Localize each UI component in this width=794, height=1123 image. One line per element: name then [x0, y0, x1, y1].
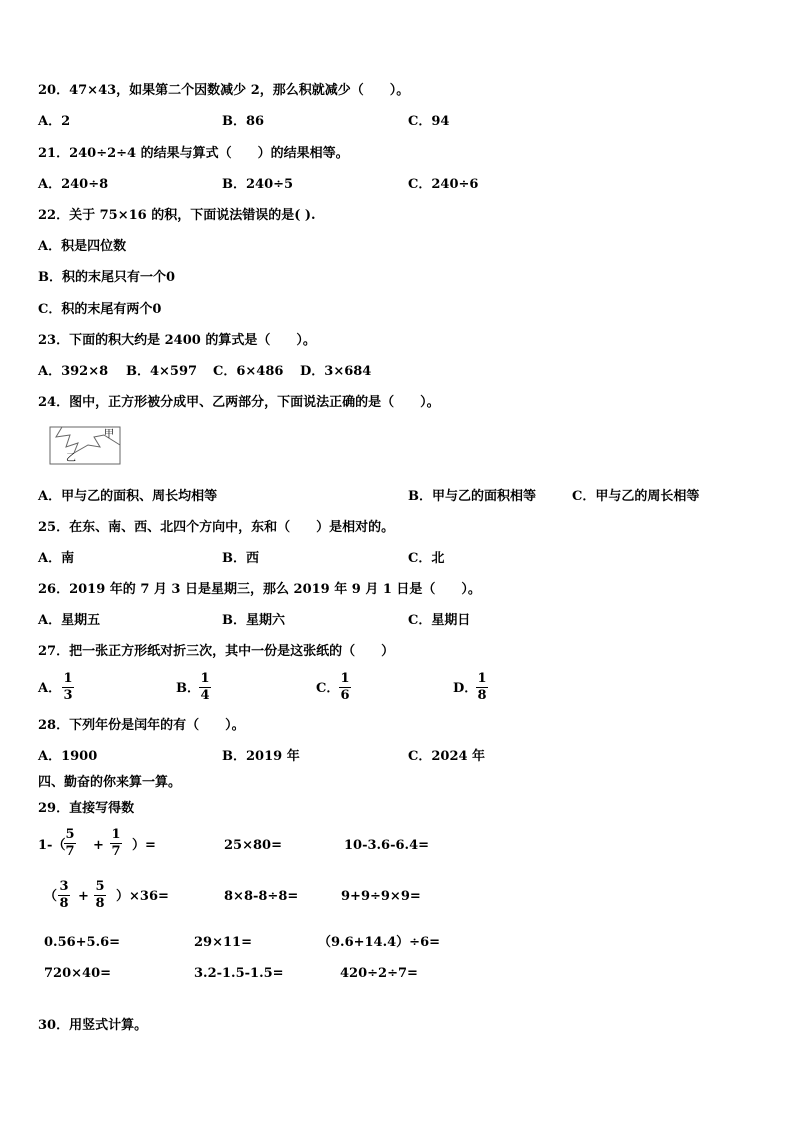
q26-option-b[interactable]: B．星期六: [222, 613, 285, 628]
fraction-denominator: 6: [340, 688, 350, 703]
q30-stem: 30．用竖式计算。: [38, 1018, 148, 1033]
q27-option-d-fraction[interactable]: [476, 672, 488, 703]
q29-r2a-prefix: （: [44, 889, 58, 904]
q20-option-a[interactable]: A．2: [38, 114, 71, 129]
fraction-numerator: 5: [95, 879, 105, 894]
q21-stem: 21．240÷2÷4 的结果与算式（ ）的结果相等。: [38, 146, 349, 161]
label-jia: 甲: [104, 429, 114, 440]
q27-option-c-label[interactable]: C．: [316, 681, 340, 696]
q29-r2b: 8×8-8÷8=: [224, 889, 299, 904]
q26-option-a[interactable]: A．星期五: [38, 613, 101, 628]
fraction-denominator: 7: [111, 844, 121, 859]
square-division-figure: [48, 425, 124, 467]
fraction-numerator: 1: [477, 671, 487, 686]
q27-option-d-label[interactable]: D．: [453, 681, 478, 696]
q27-option-c-fraction[interactable]: [339, 672, 351, 703]
q29-r3c: （9.6+14.4）÷6=: [318, 935, 441, 950]
q29-r2c: 9+9÷9×9=: [341, 889, 421, 904]
q29-r1a-suffix: ）=: [132, 838, 156, 853]
fraction-denominator: 8: [95, 896, 105, 911]
q29-r4a: 720×40=: [44, 966, 112, 981]
q22-option-a[interactable]: A．积是四位数: [38, 239, 127, 254]
q25-option-c[interactable]: C．北: [408, 551, 445, 566]
fraction-numerator: 1: [340, 671, 350, 686]
fraction-numerator: 1: [63, 671, 73, 686]
fraction-numerator: 1: [200, 671, 210, 686]
q25-stem: 25．在东、南、西、北四个方向中，东和（ ）是相对的。: [38, 520, 395, 535]
q26-stem: 26．2019 年的 7 月 3 日是星期三，那么 2019 年 9 月 1 日是（ ）。: [38, 582, 481, 597]
label-yi: 乙: [66, 453, 76, 464]
section-4-title: 四、勤奋的你来算一算。: [38, 775, 182, 790]
q27-stem: 27．把一张正方形纸对折三次，其中一份是这张纸的（ ）: [38, 644, 395, 659]
q29-r2a-plus: +: [78, 889, 89, 904]
q21-option-b[interactable]: B．240÷5: [222, 177, 294, 192]
q27-option-b-label[interactable]: B．: [176, 681, 200, 696]
fraction-numerator: 5: [65, 827, 75, 842]
q20-option-b[interactable]: B．86: [222, 114, 265, 129]
q29-r4c: 420÷2÷7=: [340, 966, 418, 981]
fraction-denominator: 3: [63, 688, 73, 703]
q25-option-b[interactable]: B．西: [222, 551, 259, 566]
q23-option-a[interactable]: A．392×8: [38, 364, 109, 379]
q23-option-c[interactable]: C．6×486: [213, 364, 284, 379]
q27-option-a-fraction[interactable]: [62, 672, 74, 703]
q29-r1b: 25×80=: [224, 838, 282, 853]
q28-stem: 28．下列年份是闰年的有（ ）。: [38, 718, 245, 733]
q29-r1c: 10-3.6-6.4=: [344, 838, 430, 853]
q23-option-b[interactable]: B．4×597: [126, 364, 198, 379]
q29-r3a: 0.56+5.6=: [44, 935, 121, 950]
fraction-denominator: 7: [65, 844, 75, 859]
fraction-denominator: 8: [477, 688, 487, 703]
q26-option-c[interactable]: C．星期日: [408, 613, 471, 628]
q29-r1a-fraction-1: [64, 828, 76, 859]
q21-option-c[interactable]: C．240÷6: [408, 177, 479, 192]
q29-r2a-fraction-1: [58, 880, 70, 911]
fraction-denominator: 8: [59, 896, 69, 911]
q29-r1a-plus: +: [93, 838, 104, 853]
q23-stem: 23．下面的积大约是 2400 的算式是（ ）。: [38, 333, 316, 348]
q28-option-c[interactable]: C．2024 年: [408, 749, 486, 764]
q24-option-a[interactable]: A．甲与乙的面积、周长均相等: [38, 489, 218, 504]
q29-r1a-fraction-2: [110, 828, 122, 859]
q22-option-b[interactable]: B．积的末尾只有一个0: [38, 270, 176, 285]
q21-option-a[interactable]: A．240÷8: [38, 177, 109, 192]
q27-option-b-fraction[interactable]: [199, 672, 211, 703]
q24-option-c[interactable]: C．甲与乙的周长相等: [572, 489, 700, 504]
q24-stem: 24．图中，正方形被分成甲、乙两部分，下面说法正确的是（ ）。: [38, 395, 440, 410]
q28-option-b[interactable]: B．2019 年: [222, 749, 300, 764]
q29-r2a-fraction-2: [94, 880, 106, 911]
q29-stem: 29．直接写得数: [38, 801, 135, 816]
q20-stem: 20．47×43，如果第二个因数减少 2，那么积就减少（ ）。: [38, 83, 410, 98]
q24-option-b[interactable]: B．甲与乙的面积相等: [408, 489, 536, 504]
q29-r4b: 3.2-1.5-1.5=: [194, 966, 284, 981]
q23-option-d[interactable]: D．3×684: [300, 364, 372, 379]
fraction-numerator: 1: [111, 827, 121, 842]
fraction-denominator: 4: [200, 688, 210, 703]
q29-r2a-suffix: ）×36=: [116, 889, 169, 904]
fraction-numerator: 3: [59, 879, 69, 894]
q20-option-c[interactable]: C．94: [408, 114, 450, 129]
q27-option-a-label[interactable]: A．: [38, 681, 62, 696]
q28-option-a[interactable]: A．1900: [38, 749, 98, 764]
q29-r1a-prefix: 1-（: [38, 838, 66, 853]
q25-option-a[interactable]: A．南: [38, 551, 75, 566]
q22-stem: 22．关于 75×16 的积，下面说法错误的是( ).: [38, 208, 316, 223]
q29-r3b: 29×11=: [194, 935, 252, 950]
q22-option-c[interactable]: C．积的末尾有两个0: [38, 302, 162, 317]
